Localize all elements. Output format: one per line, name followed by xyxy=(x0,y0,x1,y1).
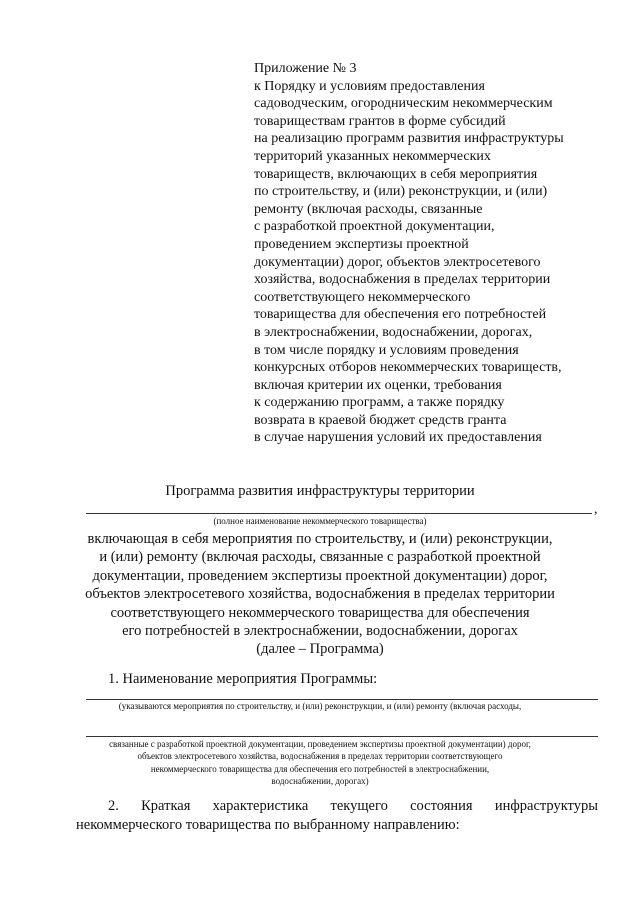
appendix-line: с разработкой проектной документации, xyxy=(254,219,495,235)
activity-caption xyxy=(0,738,640,788)
activity-caption-line: некоммерческого товарищества для обеспечения его потребностей в электроснабжении, xyxy=(150,763,490,774)
activity-caption-line: (указываются мероприятия по строительству, и (или) реконструкции, и (или) ремонту (включая расходы, xyxy=(118,701,522,711)
section-2-line-2: некоммерческого товарищества по выбранному направлению: xyxy=(76,816,460,833)
program-description-line: документации, проведением экспертизы проектной документации) дорог, xyxy=(92,567,548,584)
appendix-line: в электроснабжении, водоснабжении, дорогах, xyxy=(254,324,533,340)
appendix-line: включая критерии их оценки, требования xyxy=(254,377,502,393)
program-description-line: объектов электросетевого хозяйства, водоснабжения в пределах территории xyxy=(85,586,555,603)
program-description-line: включающая в себя мероприятия по строительству, и (или) реконструкции, xyxy=(87,531,553,547)
section-2-line-1 xyxy=(86,797,598,816)
appendix-line: к содержанию программ, а также порядку xyxy=(254,395,505,411)
activity-caption-line: объектов электросетевого хозяйства, водоснабжения в пределах территории соответствующего xyxy=(137,751,503,762)
title-comma: , xyxy=(594,502,598,517)
activity-caption-line: связанные с разработкой проектной документации, проведением экспертизы проектной документации) дорог, xyxy=(109,739,531,749)
organization-name-blank-line xyxy=(86,513,592,514)
appendix-line: садоводческим, огородническим некоммерческим xyxy=(254,96,553,112)
program-description-line: его потребностей в электроснабжении, водоснабжении, дорогах xyxy=(122,623,518,640)
appendix-line: соответствующего некоммерческого xyxy=(254,289,471,305)
appendix-line: проведением экспертизы проектной xyxy=(254,236,469,252)
section-1-heading: 1. Наименование мероприятия Программы: xyxy=(108,671,378,687)
section-2-word: инфраструктуры xyxy=(494,798,598,814)
appendix-line: в случае нарушения условий их предоставления xyxy=(254,430,542,446)
section-2-word: состояния xyxy=(410,798,473,814)
appendix-line: территорий указанных некоммерческих xyxy=(254,148,491,164)
appendix-line: Приложение № 3 xyxy=(254,61,357,76)
appendix-line: возврата в краевой бюджет средств гранта xyxy=(254,412,507,428)
appendix-header xyxy=(254,60,614,447)
appendix-line: в том числе порядку и условиям проведения xyxy=(254,342,519,358)
appendix-line: на реализацию программ развития инфраструктуры xyxy=(254,131,564,147)
activity-name-blank-line-2 xyxy=(86,736,598,737)
appendix-line: товарищества для обеспечения его потребностей xyxy=(254,307,547,323)
appendix-line: хозяйства, водоснабжения в пределах территории xyxy=(254,272,551,288)
appendix-line: конкурсных отборов некоммерческих товариществ, xyxy=(254,360,562,376)
program-description-line: и (или) ремонту (включая расходы, связанные с разработкой проектной xyxy=(99,549,541,566)
section-2-word: Краткая xyxy=(141,798,191,814)
activity-caption-line: водоснабжении, дорогах) xyxy=(271,776,369,787)
appendix-line: товариществ, включающих в себя мероприятия xyxy=(254,166,538,182)
section-2-word: характеристика xyxy=(212,798,309,814)
appendix-line: документации) дорог, объектов электросетевого xyxy=(254,254,541,270)
appendix-line: по строительству, и (или) реконструкции, и (или) xyxy=(254,184,548,200)
appendix-line: к Порядку и условиям предоставления xyxy=(254,78,485,94)
program-description-line: соответствующего некоммерческого товарищества для обеспечения xyxy=(110,604,530,621)
appendix-line: товариществам грантов в форме субсидий xyxy=(254,113,506,129)
section-2-word: текущего xyxy=(330,798,388,814)
section-2-heading xyxy=(76,797,598,834)
program-description xyxy=(0,530,640,659)
program-title: Программа развития инфраструктуры территории xyxy=(165,483,475,499)
program-description-line: (далее – Программа) xyxy=(256,641,384,658)
organization-name-caption: (полное наименование некоммерческого товарищества) xyxy=(213,516,427,526)
section-2-word: 2. xyxy=(108,798,119,814)
appendix-line: ремонту (включая расходы, связанные xyxy=(254,201,483,217)
